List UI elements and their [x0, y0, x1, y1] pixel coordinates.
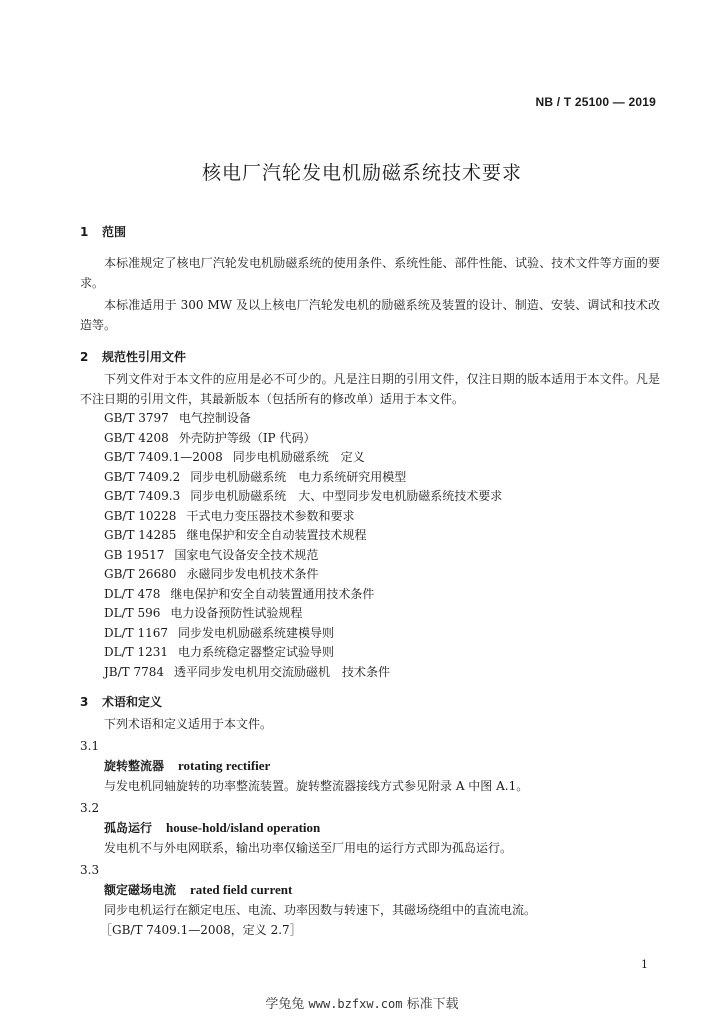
- section-heading: [80, 222, 660, 242]
- section-title: 术语和定义: [102, 695, 163, 709]
- references-intro: 下列文件对于本文件的应用是必不可少的。凡是注日期的引用文件，仅注日期的版本适用于本文件。凡是不注日期的引用文件，其最新版本（包括所有的修改单）适用于本文件。: [80, 372, 660, 406]
- reference-title: 同步发电机励磁系统建模导则: [178, 625, 335, 640]
- section-normative-references: [80, 347, 660, 682]
- reference-item: [104, 507, 660, 527]
- terms-intro: 下列术语和定义适用于本文件。: [104, 717, 273, 731]
- section-terms-definitions: [80, 692, 660, 940]
- reference-code: DL/T 478: [104, 586, 161, 601]
- reference-code: GB/T 14285: [104, 528, 177, 542]
- reference-title: 同步电机励磁系统 定义: [232, 450, 365, 464]
- term-number: 3.1: [80, 739, 100, 753]
- document-title: 核电厂汽轮发电机励磁系统技术要求: [201, 162, 522, 184]
- reference-list: [80, 409, 660, 682]
- section-heading: [80, 692, 660, 712]
- reference-item: [104, 663, 660, 683]
- term-name-zh: 旋转整流器: [104, 759, 165, 773]
- reference-code: GB/T 7409.2: [104, 469, 181, 484]
- scope-paragraph-1: 本标准规定了核电厂汽轮发电机励磁系统的使用条件、系统性能、部件性能、试验、技术文件等方面的要求。: [80, 256, 660, 290]
- reference-item: [104, 546, 660, 566]
- section-title: 规范性引用文件: [102, 350, 187, 364]
- reference-code: GB 19517: [104, 547, 165, 562]
- term-definition: 同步电机运行在额定电压、电流、功率因数与转速下，其磁场绕组中的直流电流。: [104, 903, 537, 917]
- reference-title: 透平同步发电机用交流励磁机 技术条件: [174, 664, 391, 679]
- reference-code: DL/T 1167: [104, 625, 168, 640]
- reference-item: [104, 448, 660, 468]
- document-body: [80, 222, 660, 940]
- reference-title: 干式电力变压器技术参数和要求: [186, 508, 355, 523]
- reference-title: 永磁同步发电机技术条件: [186, 567, 319, 581]
- term-name-en: rated field current: [190, 882, 293, 897]
- watermark-prefix: 学兔兔: [265, 997, 305, 1012]
- reference-item: [104, 624, 660, 644]
- term-number: 3.2: [80, 801, 100, 815]
- scope-paragraph-2: 本标准适用于 300 MW 及以上核电厂汽轮发电机的励磁系统及装置的设计、制造、安装、调试和技术改造等。: [80, 298, 660, 332]
- term-name-en: rotating rectifier: [178, 758, 271, 773]
- reference-code: GB/T 26680: [104, 567, 177, 581]
- reference-item: [104, 604, 660, 624]
- section-scope: [80, 222, 660, 335]
- reference-title: 国家电气设备安全技术规范: [174, 547, 319, 562]
- reference-item: [104, 585, 660, 605]
- reference-title: 外壳防护等级（IP 代码）: [178, 430, 316, 445]
- reference-title: 同步电机励磁系统 电力系统研究用模型: [190, 469, 407, 484]
- reference-code: GB/T 7409.1—2008: [104, 450, 223, 464]
- reference-title: 电力设备预防性试验规程: [170, 606, 303, 620]
- section-number: 2: [80, 350, 89, 364]
- reference-code: JB/T 7784: [104, 664, 165, 679]
- reference-title: 同步电机励磁系统 大、中型同步发电机励磁系统技术要求: [190, 489, 503, 503]
- term-name-zh: 额定磁场电流: [104, 883, 177, 897]
- reference-title: 电气控制设备: [178, 411, 251, 425]
- section-title: 范围: [102, 225, 127, 239]
- watermark-url: www.bzfxw.com: [308, 997, 403, 1011]
- reference-item: [104, 409, 660, 429]
- reference-code: GB/T 3797: [104, 411, 169, 425]
- reference-item: [104, 643, 660, 663]
- section-number: 1: [80, 225, 89, 239]
- reference-code: GB/T 10228: [104, 508, 177, 523]
- term-name-zh: 孤岛运行: [104, 821, 153, 835]
- reference-title: 继电保护和安全自动装置通用技术条件: [170, 586, 375, 601]
- term-definition: 与发电机同轴旋转的功率整流装置。旋转整流器接线方式参见附录 A 中图 A.1。: [104, 779, 529, 793]
- term-entry: [80, 799, 660, 858]
- term-entry: [80, 861, 660, 940]
- reference-code: GB/T 4208: [104, 430, 169, 445]
- term-number: 3.3: [80, 863, 100, 877]
- term-entry: [80, 737, 660, 796]
- reference-code: GB/T 7409.3: [104, 489, 181, 503]
- section-number: 3: [80, 695, 89, 709]
- reference-item: [104, 526, 660, 546]
- reference-item: [104, 468, 660, 488]
- term-name-en: house-hold/island operation: [166, 820, 321, 835]
- section-heading: [80, 347, 660, 367]
- standard-code: NB / T 25100 — 2019: [535, 95, 656, 109]
- reference-item: [104, 429, 660, 449]
- reference-title: 继电保护和安全自动装置技术规程: [186, 528, 367, 542]
- page-number: 1: [641, 958, 648, 971]
- term-source: ［GB/T 7409.1—2008，定义 2.7］: [100, 923, 302, 937]
- watermark: [0, 993, 724, 1012]
- reference-code: DL/T 1231: [104, 645, 168, 659]
- reference-code: DL/T 596: [104, 606, 161, 620]
- watermark-suffix: 标准下载: [406, 997, 459, 1012]
- reference-title: 电力系统稳定器整定试验导则: [178, 645, 335, 659]
- reference-item: [104, 565, 660, 585]
- term-definition: 发电机不与外电网联系，输出功率仅输送至厂用电的运行方式即为孤岛运行。: [104, 841, 513, 855]
- reference-item: [104, 487, 660, 507]
